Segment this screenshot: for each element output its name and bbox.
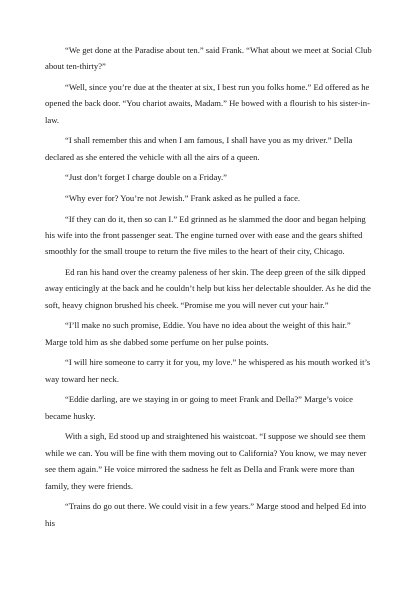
paragraph-9: “I will hire someone to carry it for you, my love.” he whispered as his mouth worked it’s way toward her neck. <box>45 357 371 384</box>
paragraph-1: “We get done at the Paradise about ten.” said Frank. “What about we meet at Social Club about ten-thirty?” <box>45 45 372 72</box>
paragraph-6: “If they can do it, then so can I.” Ed grinned as he slammed the door and began helping his wife into the front passenger seat. The engine turned over with ease and the gears shifted smoothly for the small troupe to return the five miles to the heart of their city, Chicago. <box>45 213 366 257</box>
paragraph-12: “Trains do go out there. We could visit in a few years.” Marge stood and helped Ed into his <box>45 501 367 528</box>
paragraph-8: “I’ll make no such promise, Eddie. You have no idea about the weight of this hair.” Marge told him as she dabbed some perfume on her pulse points. <box>45 320 351 347</box>
paragraph-7: Ed ran his hand over the creamy paleness of her skin. The deep green of the silk dipped away enticingly at the back and he couldn’t help but kiss her delectable shoulder. As he did the soft, heavy chignon brushed his cheek. “Promise me you will never cut your hair.” <box>45 267 371 310</box>
paragraph-3: “I shall remember this and when I am famous, I shall have you as my driver.” Della declared as she entered the vehicle with all the airs of a queen. <box>45 135 353 162</box>
paragraph-4: “Just don’t forget I charge double on a Friday.” <box>65 172 227 183</box>
paragraph-11: With a sigh, Ed stood up and straightened his waistcoat. “I suppose we should see them while we can. You will be fine with them moving out to California? You know, we may never see them again.” He voice mirrored the sadness he felt as Della and Frank were more than family, they were friends. <box>45 431 367 491</box>
paragraph-10: “Eddie darling, are we staying in or going to meet Frank and Della?” Marge’s voice became husky. <box>45 394 353 421</box>
paragraph-2: “Well, since you’re due at the theater at six, I best run you folks home.” Ed offered as he opened the back door. “You chariot awaits, Madam.” He bowed with a flourish to his sister-in-law. <box>45 82 370 125</box>
paragraph-5: “Why ever for? You’re not Jewish.” Frank asked as he pulled a face. <box>65 193 301 203</box>
